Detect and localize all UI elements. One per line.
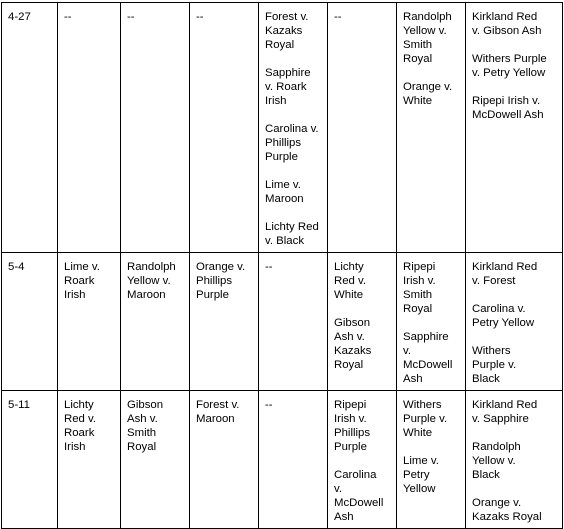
- matchup: Carolina v. McDowell Ash: [334, 469, 384, 523]
- table-row: [2, 391, 563, 529]
- schedule-cell: [328, 253, 397, 391]
- schedule-cell: [190, 391, 259, 529]
- schedule-cell: [328, 3, 397, 253]
- matchup: Ripepi Irish v. Smith Royal: [403, 261, 436, 315]
- schedule-cell: [121, 253, 190, 391]
- schedule-cell: [58, 391, 121, 529]
- matchup: Carolina v. Petry Yellow: [472, 303, 535, 329]
- matchup: Ripepi Irish v. Phillips Purple: [334, 399, 371, 453]
- matchup: Orange v. Phillips Purple: [196, 261, 246, 301]
- schedule-cell: [466, 3, 563, 253]
- matchup: --: [265, 399, 273, 411]
- matchup: --: [265, 261, 273, 273]
- matchup: Withers Purple v. Petry Yellow: [472, 53, 547, 79]
- table-row: [2, 3, 563, 253]
- matchup: Randolph Yellow v. Black: [472, 441, 521, 481]
- matchup: Lichty Red v. White: [334, 261, 367, 301]
- table-row: [2, 253, 563, 391]
- schedule-cell: [259, 391, 328, 529]
- schedule-cell: [58, 253, 121, 391]
- matchup: --: [127, 11, 135, 23]
- schedule-cell: [121, 391, 190, 529]
- schedule-cell: [397, 253, 466, 391]
- matchup: Forest v. Kazaks Royal: [265, 11, 309, 51]
- matchup: Randolph Yellow v. Maroon: [127, 261, 176, 301]
- matchup: Kirkland Red v. Gibson Ash: [472, 11, 542, 37]
- matchup: Lime v. Petry Yellow: [403, 455, 439, 495]
- matchup: Gibson Ash v. Kazaks Royal: [334, 317, 372, 371]
- matchup: Kirkland Red v. Forest: [472, 261, 538, 287]
- matchup: Lime v. Maroon: [265, 179, 304, 205]
- matchup: Carolina v. Phillips Purple: [265, 123, 319, 163]
- schedule-cell: [259, 3, 328, 253]
- matchup: Ripepi Irish v. McDowell Ash: [472, 95, 544, 121]
- matchup: Lichty Red v. Black: [265, 221, 319, 247]
- schedule-cell: [328, 391, 397, 529]
- schedule-cell: [121, 3, 190, 253]
- matchup: --: [196, 11, 204, 23]
- schedule-cell: [397, 3, 466, 253]
- date-cell: 5-4: [2, 253, 58, 391]
- matchup: Orange v. Kazaks Royal: [472, 497, 542, 523]
- matchup: Gibson Ash v. Smith Royal: [127, 399, 164, 453]
- matchup: Lime v. Roark Irish: [64, 261, 100, 301]
- matchup: Sapphire v. Roark Irish: [265, 67, 311, 107]
- matchup: --: [334, 11, 342, 23]
- matchup: Kirkland Red v. Sapphire: [472, 399, 538, 425]
- date-cell: 5-11: [2, 391, 58, 529]
- schedule-cell: [190, 253, 259, 391]
- schedule-cell: [397, 391, 466, 529]
- schedule-cell: [466, 253, 563, 391]
- matchup: --: [64, 11, 72, 23]
- schedule-cell: [259, 253, 328, 391]
- matchup: Randolph Yellow v. Smith Royal: [403, 11, 452, 65]
- date-cell: 4-27: [2, 3, 58, 253]
- schedule-table: [1, 2, 563, 529]
- matchup: Lichty Red v. Roark Irish: [64, 399, 97, 453]
- matchup: Withers Purple v. White: [403, 399, 448, 439]
- matchup: Sapphire v. McDowell Ash: [403, 331, 453, 385]
- schedule-cell: [58, 3, 121, 253]
- schedule-cell: [466, 391, 563, 529]
- matchup: Orange v. White: [403, 81, 453, 107]
- schedule-cell: [190, 3, 259, 253]
- matchup: Forest v. Maroon: [196, 399, 240, 425]
- matchup: Withers Purple v. Black: [472, 345, 517, 385]
